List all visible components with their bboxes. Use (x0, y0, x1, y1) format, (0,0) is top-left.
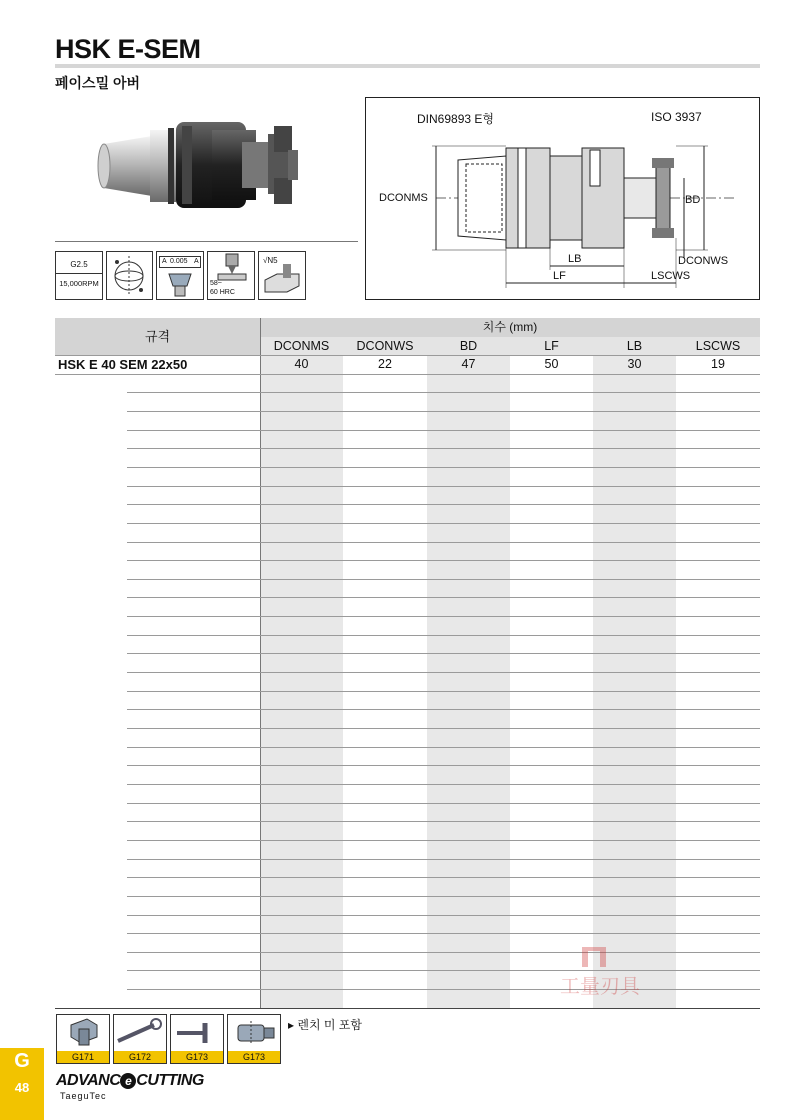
runout-ref: A (194, 258, 199, 265)
wrench-icon (114, 1015, 166, 1051)
brand-subtitle: TaeguTec (60, 1091, 107, 1101)
accessory-label: G173 (171, 1051, 223, 1063)
balance-grade-box (55, 251, 103, 300)
brand-logo (56, 1072, 204, 1090)
label-lf: LF (553, 270, 566, 282)
page-number: 48 (14, 1080, 30, 1095)
row-rule (127, 448, 760, 449)
surface-finish: √N5 (263, 256, 278, 265)
row-rule (127, 635, 760, 636)
accessory-label: G173 (228, 1051, 280, 1063)
column-shade (593, 355, 676, 1008)
divider (56, 273, 102, 274)
feature-divider (55, 241, 358, 242)
row-rule (127, 765, 760, 766)
balance-icon (107, 252, 152, 299)
surface-finish-box (258, 251, 306, 300)
column-shade (427, 355, 510, 1008)
column-header: LSCWS (695, 339, 741, 353)
label-lb: LB (568, 253, 582, 265)
row-rule (127, 859, 760, 860)
brand-text: ADVANC (56, 1072, 121, 1089)
hardness-line1: 58~ (210, 280, 222, 287)
table-cell: 47 (461, 357, 476, 371)
row-rule (55, 355, 760, 356)
row-rule (127, 933, 760, 934)
row-rule (127, 747, 760, 748)
technical-drawing (365, 97, 760, 300)
row-rule (127, 616, 760, 617)
row-rule (127, 672, 760, 673)
row-rule (127, 877, 760, 878)
row-rule (55, 374, 760, 375)
accessory-g171 (56, 1014, 110, 1064)
label-dconms: DCONMS (379, 192, 428, 204)
balance-grade: G2.5 (70, 260, 88, 269)
surface-icon (259, 252, 305, 299)
row-rule (127, 821, 760, 822)
hardness-icon (208, 252, 254, 282)
runout-value: 0.005 (170, 258, 188, 265)
column-divider (260, 318, 261, 1008)
row-rule (127, 579, 760, 580)
row-rule (127, 709, 760, 710)
dimension-header: 치수 (mm) (482, 320, 538, 334)
runout-icon (157, 252, 203, 299)
row-rule (127, 803, 760, 804)
svg-text:工量刃具: 工量刃具 (560, 974, 640, 998)
runout-box (156, 251, 204, 300)
row-rule (127, 392, 760, 393)
row-rule (127, 691, 760, 692)
wrench-note: ▸ 렌치 미 포함 (288, 1018, 362, 1032)
table-cell: 30 (627, 357, 642, 371)
balance-icon-box (106, 251, 153, 300)
row-rule (127, 523, 760, 524)
t-wrench-icon (171, 1015, 223, 1051)
runout-datum: A (162, 258, 167, 265)
page-subtitle: 페이스밀 아버 (55, 75, 141, 91)
row-rule (127, 542, 760, 543)
label-lscws: LSCWS (651, 270, 691, 282)
row-rule (127, 411, 760, 412)
row-rule (127, 784, 760, 785)
page-title: HSK E-SEM (55, 34, 201, 64)
brand-tail: CUTTING (136, 1072, 204, 1089)
brand-e-icon: e (120, 1073, 136, 1089)
hardness-box (207, 251, 255, 300)
label-bd: BD (685, 194, 701, 206)
column-header: DCONWS (356, 339, 414, 353)
row-spec: HSK E 40 SEM 22x50 (58, 357, 188, 372)
column-header: BD (459, 339, 478, 353)
slot-key-icon (57, 1015, 109, 1051)
row-rule (127, 597, 760, 598)
table-cell: 19 (711, 357, 725, 371)
section-letter: G (14, 1050, 30, 1072)
column-header: DCONMS (273, 339, 330, 353)
drawing-iso: ISO 3937 (651, 110, 702, 124)
accessory-label: G172 (114, 1051, 166, 1063)
max-rpm: 15,000RPM (59, 279, 99, 288)
spec-column-header: 규격 (55, 318, 260, 355)
drawing-standard: DIN69893 E형 (417, 112, 494, 126)
column-shade (260, 355, 343, 1008)
label-dconws: DCONWS (678, 255, 729, 267)
table-cell: 40 (294, 357, 309, 371)
row-rule (127, 840, 760, 841)
watermark-logo (560, 945, 680, 1015)
title-divider (55, 64, 760, 68)
table-cell: 50 (544, 357, 559, 371)
row-rule (127, 728, 760, 729)
column-header: LB (626, 339, 643, 353)
row-rule (127, 560, 760, 561)
wrench-note-text: 렌치 미 포함 (297, 1018, 362, 1032)
column-header: LF (544, 339, 559, 353)
accessory-g172 (113, 1014, 167, 1064)
screw-icon (228, 1015, 280, 1051)
accessory-label: G171 (57, 1051, 109, 1063)
accessory-g173-a (170, 1014, 224, 1064)
table-cell: 22 (378, 357, 392, 371)
hardness-line2: 60 HRC (210, 289, 235, 296)
row-rule (127, 915, 760, 916)
row-rule (127, 504, 760, 505)
row-rule (127, 896, 760, 897)
accessory-g173-b (227, 1014, 281, 1064)
product-photo (92, 106, 312, 226)
row-rule (127, 467, 760, 468)
row-rule (127, 653, 760, 654)
row-rule (127, 486, 760, 487)
row-rule (127, 430, 760, 431)
